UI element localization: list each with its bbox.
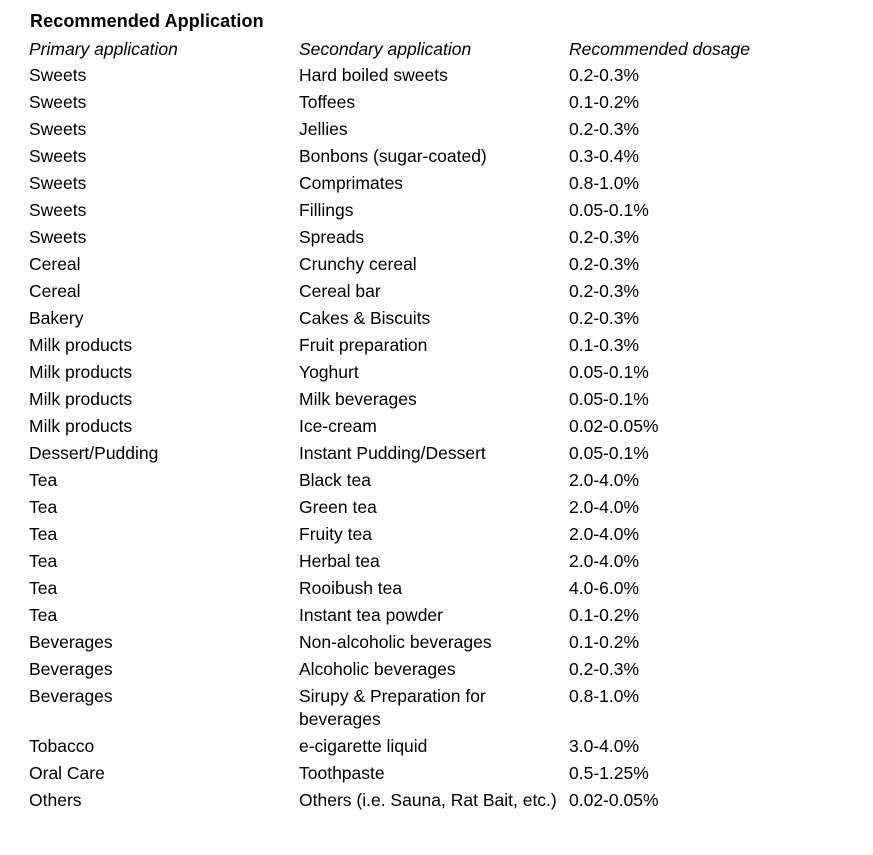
recommended-dosage-cell: 2.0-4.0%: [569, 470, 640, 490]
table-row: [29, 334, 809, 361]
primary-application-cell: Tea: [29, 605, 58, 625]
primary-application-cell: Cereal: [29, 254, 81, 274]
recommended-dosage-cell: 0.2-0.3%: [569, 659, 640, 679]
recommended-dosage-cell: 3.0-4.0%: [569, 736, 640, 756]
recommended-dosage-cell: 0.8-1.0%: [569, 686, 640, 706]
table-row: [29, 388, 809, 415]
secondary-application-cell: Comprimates: [299, 173, 404, 193]
primary-application-cell: Milk products: [29, 335, 133, 355]
recommended-dosage-cell: 0.1-0.2%: [569, 92, 640, 112]
primary-application-cell: Sweets: [29, 119, 87, 139]
primary-application-cell: Tea: [29, 497, 58, 517]
primary-application-cell: Tobacco: [29, 736, 95, 756]
table-row: [29, 789, 809, 816]
primary-application-cell: Tea: [29, 551, 58, 571]
secondary-application-cell: Fruit preparation: [299, 335, 428, 355]
secondary-application-cell: Spreads: [299, 227, 365, 247]
secondary-application-cell: e-cigarette liquid: [299, 736, 428, 756]
table-row: [29, 361, 809, 388]
header-recommended-dosage: Recommended dosage: [569, 39, 750, 59]
table-row: [29, 523, 809, 550]
primary-application-cell: Sweets: [29, 200, 87, 220]
primary-application-cell: Tea: [29, 578, 58, 598]
table-row: [29, 280, 809, 307]
secondary-application-cell: Fillings: [299, 200, 354, 220]
secondary-application-cell: Herbal tea: [299, 551, 380, 571]
recommended-dosage-cell: 0.2-0.3%: [569, 119, 640, 139]
secondary-application-cell: Green tea: [299, 497, 377, 517]
recommended-dosage-cell: 0.02-0.05%: [569, 790, 659, 810]
table-row: [29, 199, 809, 226]
secondary-application-cell: Non-alcoholic beverages: [299, 632, 492, 652]
header-primary-application: Primary application: [29, 39, 178, 59]
primary-application-cell: Cereal: [29, 281, 81, 301]
section-title: Recommended Application: [30, 11, 264, 31]
recommended-dosage-cell: 0.02-0.05%: [569, 416, 659, 436]
recommended-dosage-cell: 0.2-0.3%: [569, 227, 640, 247]
table-row: [29, 307, 809, 334]
primary-application-cell: Milk products: [29, 389, 133, 409]
secondary-application-cell: Bonbons (sugar-coated): [299, 146, 487, 166]
secondary-application-cell: Jellies: [299, 119, 348, 139]
primary-application-cell: Oral Care: [29, 763, 105, 783]
primary-application-cell: Beverages: [29, 659, 113, 679]
secondary-application-cell: Black tea: [299, 470, 371, 490]
recommended-dosage-cell: 0.1-0.2%: [569, 605, 640, 625]
table-row: [29, 762, 809, 789]
secondary-application-cell: Fruity tea: [299, 524, 372, 544]
primary-application-cell: Milk products: [29, 416, 133, 436]
recommended-dosage-cell: 0.2-0.3%: [569, 308, 640, 328]
recommended-dosage-cell: 0.05-0.1%: [569, 200, 649, 220]
recommended-dosage-cell: 0.05-0.1%: [569, 443, 649, 463]
primary-application-cell: Others: [29, 790, 82, 810]
table-row: [29, 64, 809, 91]
recommended-dosage-cell: 0.05-0.1%: [569, 362, 649, 382]
secondary-application-cell: Hard boiled sweets: [299, 65, 448, 85]
secondary-application-cell: Yoghurt: [299, 362, 359, 382]
recommended-dosage-cell: 0.2-0.3%: [569, 281, 640, 301]
table-row: [29, 415, 809, 442]
primary-application-cell: Beverages: [29, 686, 113, 706]
secondary-application-cell: Alcoholic beverages: [299, 659, 456, 679]
table-row: [29, 442, 809, 469]
recommended-dosage-cell: 0.1-0.2%: [569, 632, 640, 652]
recommended-dosage-cell: 2.0-4.0%: [569, 497, 640, 517]
secondary-application-cell: Sirupy & Preparation for beverages: [299, 686, 486, 729]
recommended-dosage-cell: 2.0-4.0%: [569, 524, 640, 544]
table-row: [29, 469, 809, 496]
table-body: [29, 64, 809, 816]
secondary-application-cell: Milk beverages: [299, 389, 417, 409]
table-row: [29, 550, 809, 577]
recommended-dosage-cell: 4.0-6.0%: [569, 578, 640, 598]
header-secondary-application: Secondary application: [299, 39, 472, 59]
table-row: [29, 577, 809, 604]
table-row: [29, 658, 809, 685]
primary-application-cell: Sweets: [29, 146, 87, 166]
table-row: [29, 735, 809, 762]
recommended-dosage-cell: 0.2-0.3%: [569, 254, 640, 274]
secondary-application-cell: Instant Pudding/Dessert: [299, 443, 486, 463]
table-row: [29, 145, 809, 172]
primary-application-cell: Sweets: [29, 227, 87, 247]
recommended-dosage-cell: 0.3-0.4%: [569, 146, 640, 166]
recommended-dosage-cell: 0.5-1.25%: [569, 763, 649, 783]
table-row: [29, 226, 809, 253]
secondary-application-cell: Toothpaste: [299, 763, 385, 783]
table-row: [29, 253, 809, 280]
table-row: [29, 631, 809, 658]
primary-application-cell: Bakery: [29, 308, 84, 328]
secondary-application-cell: Toffees: [299, 92, 356, 112]
secondary-application-cell: Ice-cream: [299, 416, 377, 436]
secondary-application-cell: Cakes & Biscuits: [299, 308, 431, 328]
secondary-application-cell: Cereal bar: [299, 281, 381, 301]
secondary-application-cell: Others (i.e. Sauna, Rat Bait, etc.): [299, 790, 557, 810]
recommended-dosage-cell: 0.2-0.3%: [569, 65, 640, 85]
primary-application-cell: Sweets: [29, 65, 87, 85]
primary-application-cell: Tea: [29, 470, 58, 490]
table-row: [29, 172, 809, 199]
recommended-dosage-cell: 0.1-0.3%: [569, 335, 640, 355]
secondary-application-cell: Rooibush tea: [299, 578, 403, 598]
recommended-dosage-cell: 2.0-4.0%: [569, 551, 640, 571]
secondary-application-cell: Crunchy cereal: [299, 254, 417, 274]
table-header-row: [29, 37, 809, 64]
table-row: [29, 496, 809, 523]
primary-application-cell: Sweets: [29, 173, 87, 193]
primary-application-cell: Milk products: [29, 362, 133, 382]
primary-application-cell: Beverages: [29, 632, 113, 652]
primary-application-cell: Dessert/Pudding: [29, 443, 159, 463]
recommended-dosage-cell: 0.05-0.1%: [569, 389, 649, 409]
recommended-application-table: [29, 37, 809, 816]
primary-application-cell: Tea: [29, 524, 58, 544]
table-row: [29, 685, 809, 735]
secondary-application-cell: Instant tea powder: [299, 605, 443, 625]
table-row: [29, 118, 809, 145]
recommended-dosage-cell: 0.8-1.0%: [569, 173, 640, 193]
table-row: [29, 604, 809, 631]
table-row: [29, 91, 809, 118]
primary-application-cell: Sweets: [29, 92, 87, 112]
